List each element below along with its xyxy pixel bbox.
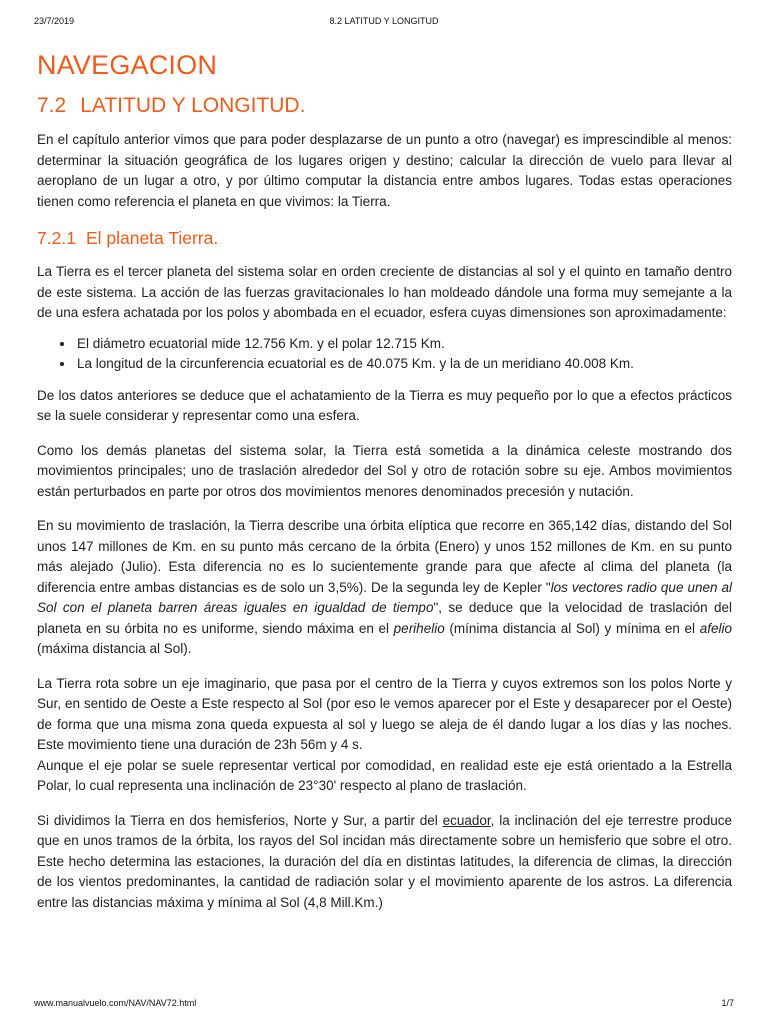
page-number: 1/7 <box>721 998 734 1008</box>
text-span: Si dividimos la Tierra en dos hemisferios, Norte y Sur, a partir del <box>37 812 443 828</box>
subsection-heading <box>37 226 732 250</box>
list-item: • El diámetro ecuatorial mide 12.756 Km. y el polar 12.715 Km. <box>75 334 732 354</box>
text-span: , la inclinación del eje terrestre produce que en unos tramos de la órbita, los rayos del Sol incidan más directamente sobre un hemisferio que sobre el otro. Este hecho determina las estaciones, la duración del día en distintas latitudes, la diferencia de climas, la dirección de los vientos predominantes, la cantidad de radiación solar y el movimiento aparente de los astros. La diferencia entre las distancias máxima y mínima al Sol (4,8 Mill.Km.) <box>37 812 732 910</box>
dimensions-list <box>37 334 732 374</box>
list-item: • La longitud de la circunferencia ecuatorial es de 40.075 Km. y la de un meridiano 40.008 Km. <box>75 354 732 374</box>
paragraph-movements: Como los demás planetas del sistema solar, la Tierra está sometida a la dinámica celeste mostrando dos movimientos principales; uno de traslación alrededor del Sol y otro de rotación sobre su eje. Ambos movimientos están perturbados en parte por otros dos movimientos menores denominados precesión y nutación. <box>37 442 732 499</box>
text-span: ", se deduce que la velocidad de traslación del planeta en su órbita no es uniforme, siendo máxima en el <box>37 600 732 636</box>
paragraph-axis: Aunque el eje polar se suele representar vertical por comodidad, en realidad este eje está orientado a la Estrella Polar, lo cual representa una inclinación de 23°30' respecto al plano de traslación. <box>37 757 732 793</box>
page-title: NAVEGACION <box>37 50 218 80</box>
print-date: 23/7/2019 <box>34 16 75 26</box>
ecuador-link[interactable]: ecuador <box>442 812 491 828</box>
section-title: LATITUD Y LONGITUD. <box>80 94 306 117</box>
text-span: (mínima distancia al Sol) y mínima en el <box>444 620 700 636</box>
subsection-number: 7.2.1 <box>37 228 76 248</box>
text-span: En su movimiento de traslación, la Tierra describe una órbita elíptica que recorre en 365,142 días, distando del Sol unos 147 millones de Km. en su punto más cercano de la órbita (Enero) y unos 152 millones de Km. en su punto más alejado (Julio). Esta diferencia no es lo sucientemente grande para que afecte al clima del planeta (la diferencia entre ambas distancias es de solo un 3,5%). De la segunda ley de Kepler " <box>37 518 732 595</box>
intro-paragraph: En el capítulo anterior vimos que para poder desplazarse de un punto a otro (navegar) es imprescindible al menos: determinar la situación geográfica de los lugares origen y destino; calcular la dirección de vuelo para llevar al aeroplano de un lugar a otro, y por último computar la distancia entre ambos lugares. Todas estas operaciones tienen como referencia el planeta en que vivimos: la Tierra. <box>37 132 732 209</box>
paragraph-flattening: De los datos anteriores se deduce que el achatamiento de la Tierra es muy pequeño por lo que a efectos prácticos se la suele considerar y representar como una esfera. <box>37 387 732 423</box>
kepler-quote: los vectores radio que unen al Sol con el planeta barren áreas iguales en igualdad de tiempo <box>37 579 732 615</box>
section-number: 7.2 <box>37 94 67 117</box>
text-span: (máxima distancia al Sol). <box>37 641 192 656</box>
print-url: www.manualvuelo.com/NAV/NAV72.html <box>34 998 197 1008</box>
paragraph-earth-shape: La Tierra es el tercer planeta del sistema solar en orden creciente de distancias al sol y el quinto en tamaño dentro de este sistema. La acción de las fuerzas gravitacionales lo han moldeado dándole una forma muy semejante a la de una esfera achatada por los polos y abombada en el ecuador, esfera cuyas dimensiones son aproximadamente: <box>37 264 732 320</box>
paragraph-translation <box>37 516 732 660</box>
paragraph-rotation: La Tierra rota sobre un eje imaginario, que pasa por el centro de la Tierra y cuyos extremos son los polos Norte y Sur, en sentido de Oeste a Este respecto al Sol (por eso le vemos aparecer por el Este y desaparecer por el Oeste) de forma que una misma zona queda expuesta al sol y luego se aleja de él dando lugar a los días y las noches. Este movimiento tiene una duración de 23h 56m y 4 s. <box>37 675 732 752</box>
print-title: 8.2 LATITUD Y LONGITUD <box>329 16 439 26</box>
article <box>37 48 732 913</box>
paragraph-hemispheres <box>37 811 732 914</box>
afelio-term: afelio <box>699 620 732 636</box>
section-heading <box>37 92 732 120</box>
perihelio-term: perihelio <box>393 620 445 636</box>
print-footer <box>34 998 734 1010</box>
print-header <box>34 16 734 28</box>
subsection-title: El planeta Tierra. <box>85 228 219 248</box>
